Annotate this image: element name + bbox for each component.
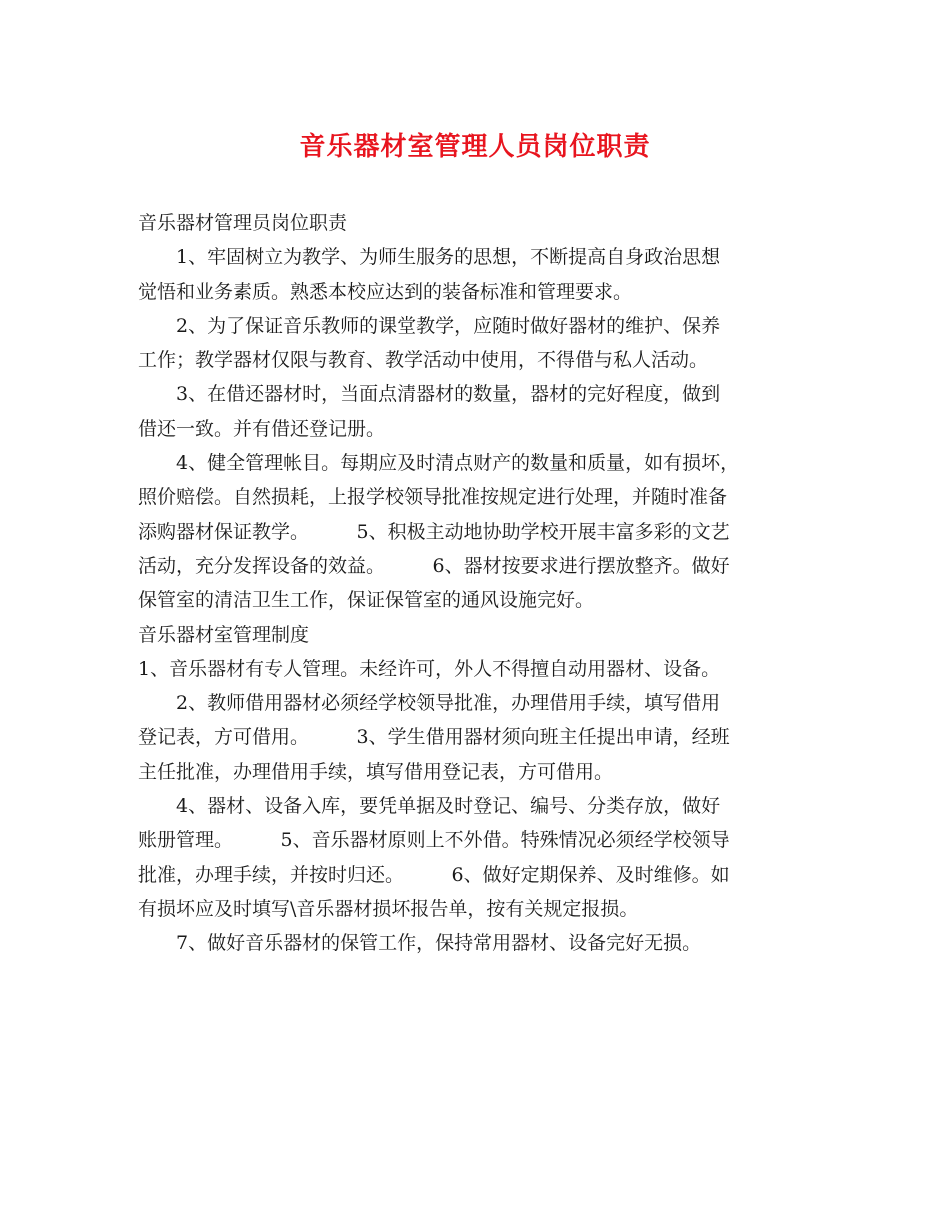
body-line: 有损坏应及时填写\音乐器材损坏报告单，按有关规定报损。 xyxy=(138,897,639,920)
body-line: 批准，办理手续，并按时归还。 6、做好定期保养、及时维修。如 xyxy=(138,863,730,886)
body-line: 1、牢固树立为教学、为师生服务的思想，不断提高自身政治思想 xyxy=(138,246,721,269)
body-line: 4、器材、设备入库，要凭单据及时登记、编号、分类存放，做好 xyxy=(138,795,721,818)
body-line: 保管室的清洁卫生工作，保证保管室的通风设施完好。 xyxy=(138,589,595,612)
section-heading-duties: 音乐器材管理员岗位职责 xyxy=(138,212,348,234)
body-line: 借还一致。并有借还登记册。 xyxy=(138,417,386,440)
body-line: 账册管理。 5、音乐器材原则上不外借。特殊情况必须经学校领导 xyxy=(138,829,730,852)
document-title: 音乐器材室管理人员岗位职责 xyxy=(299,132,651,162)
body-line: 活动，充分发挥设备的效益。 6、器材按要求进行摆放整齐。做好 xyxy=(138,554,730,577)
body-line: 7、做好音乐器材的保管工作，保持常用器材、设备完好无损。 xyxy=(138,932,702,955)
document-body xyxy=(138,206,818,961)
body-line: 4、健全管理帐目。每期应及时清点财产的数量和质量，如有损坏， xyxy=(138,452,740,475)
body-line: 照价赔偿。自然损耗，上报学校领导批准按规定进行处理，并随时准备 xyxy=(138,486,728,509)
body-line: 1、音乐器材有专人管理。未经许可，外人不得擅自动用器材、设备。 xyxy=(138,657,721,680)
body-line: 2、为了保证音乐教师的课堂教学，应随时做好器材的维护、保养 xyxy=(138,314,721,337)
body-line: 主任批准，办理借用手续，填写借用登记表，方可借用。 xyxy=(138,760,614,783)
body-line: 2、教师借用器材必须经学校领导批准，办理借用手续，填写借用 xyxy=(138,692,721,715)
body-line: 添购器材保证教学。 5、积极主动地协助学校开展丰富多彩的文艺 xyxy=(138,520,730,543)
body-line: 工作；教学器材仅限与教育、教学活动中使用，不得借与私人活动。 xyxy=(138,349,709,372)
body-line: 觉悟和业务素质。熟悉本校应达到的装备标准和管理要求。 xyxy=(138,280,633,303)
body-line: 3、在借还器材时，当面点清器材的数量，器材的完好程度，做到 xyxy=(138,383,721,406)
section-heading-rules: 音乐器材室管理制度 xyxy=(138,623,310,646)
body-line: 登记表，方可借用。 3、学生借用器材须向班主任提出申请，经班 xyxy=(138,726,730,749)
